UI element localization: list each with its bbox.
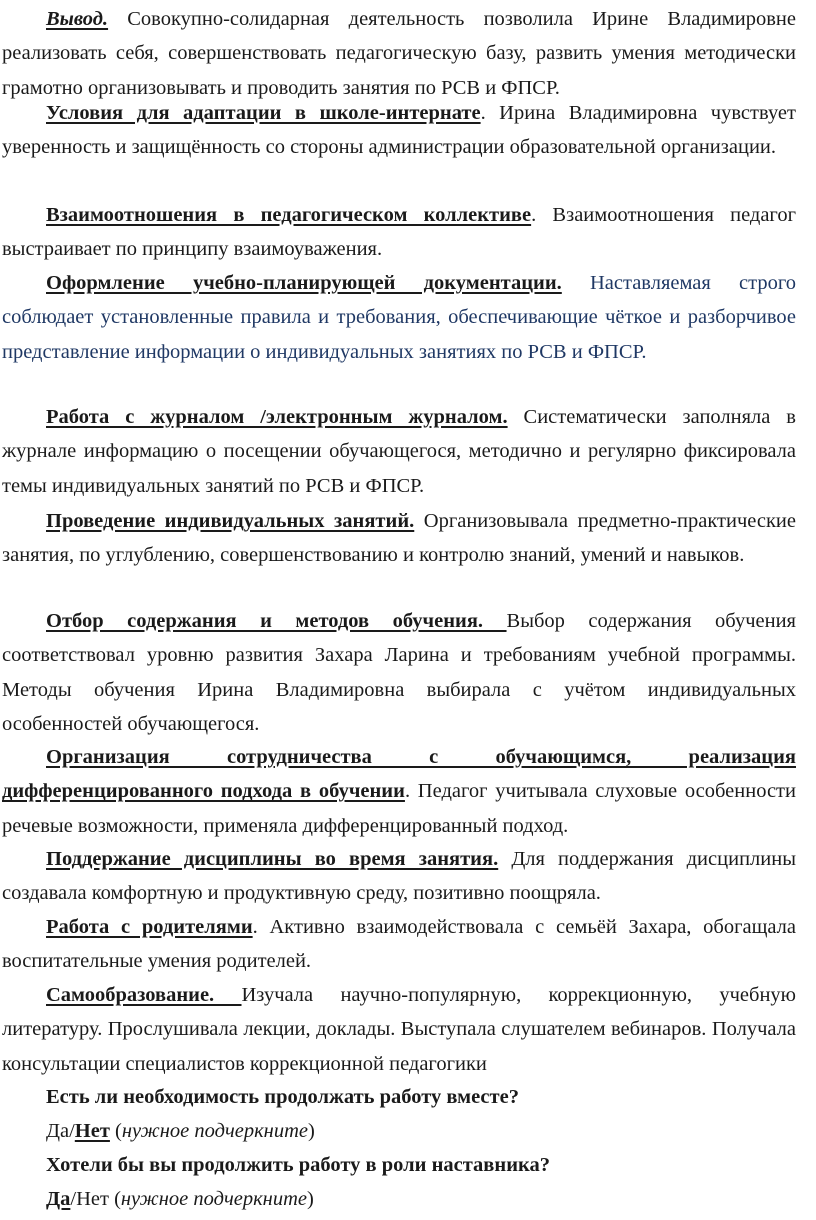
answer-slash: / bbox=[70, 1188, 77, 1210]
section-heading: Работа с родителями bbox=[46, 916, 253, 938]
section-heading: Проведение индивидуальных занятий. bbox=[46, 510, 415, 532]
section-heading: Самообразование. bbox=[46, 984, 242, 1006]
section-text: Изучала научно-популярную, коррекционную, учебную литературу. Прослушивала лекции, доклады. Выступала слушателем вебинаров. Получала консультации специалистов коррекционной педагогики bbox=[2, 984, 796, 1075]
conclusion-text: Совокупно-солидарная деятельность позволила Ирине Владимировне реализовать себя, совершенствовать педагогическую базу, развить умения методически грамотно организовывать и проводить занятия по РСВ и ФПСР. bbox=[2, 8, 796, 99]
answer-hint: нужное подчеркните bbox=[121, 1120, 308, 1142]
answer-yes[interactable]: Да bbox=[46, 1120, 70, 1142]
section-heading: Работа с журналом /электронным журналом. bbox=[46, 406, 508, 428]
section-self-education bbox=[2, 978, 796, 1081]
section-text: Выбор содержания обучения соответствовал уровню развития Захара Ларина и требованиям учебной программы. Методы обучения Ирина Владимировна выбирала с учётом индивидуальных особенностей обучающегося. bbox=[2, 610, 796, 735]
question-continue: Есть ли необходимость продолжать работу вместе? bbox=[46, 1086, 519, 1108]
section-heading: Поддержание дисциплины во время занятия. bbox=[46, 848, 499, 870]
answer-no[interactable]: Нет bbox=[76, 1188, 109, 1210]
answer-mentor: Да/Нет (нужное подчеркните) bbox=[46, 1188, 314, 1210]
section-heading: Условия для адаптации в школе-интернате bbox=[46, 102, 481, 124]
section-methods bbox=[2, 604, 796, 741]
section-discipline bbox=[2, 842, 796, 911]
section-relations bbox=[2, 198, 796, 267]
section-lessons bbox=[2, 504, 796, 573]
conclusion-paragraph bbox=[2, 2, 796, 105]
answer-slash: / bbox=[69, 1120, 75, 1142]
section-cooperation bbox=[2, 740, 796, 843]
question-mentor: Хотели бы вы продолжить работу в роли наставника? bbox=[46, 1154, 551, 1176]
section-separator: . bbox=[480, 102, 486, 124]
section-text: Систематически заполняла в журнале информацию о посещении обучающегося, методично и регулярно фиксировала темы индивидуальных занятий по РСВ и ФПСР. bbox=[2, 406, 796, 497]
section-text: Взаимоотношения педагог выстраивает по принципу взаимоуважения. bbox=[2, 204, 796, 261]
section-text: Активно взаимодействовала с семьёй Захара, обогащала воспитательные умения родителей. bbox=[2, 916, 796, 973]
answer-continue: Да/Нет (нужное подчеркните) bbox=[46, 1120, 315, 1142]
section-text: Организовывала предметно-практические занятия, по углублению, совершенствованию и контролю знаний, умений и навыков. bbox=[2, 510, 797, 567]
section-separator: . bbox=[252, 916, 258, 938]
section-text: Для поддержания дисциплины создавала комфортную и продуктивную среду, позитивно поощряла. bbox=[2, 848, 796, 905]
section-separator: . bbox=[531, 204, 537, 226]
section-text: Наставляемая строго соблюдает установленные правила и требования, обеспечивающие чёткое и разборчивое представление информации о индивидуальных занятиях по РСВ и ФПСР. bbox=[2, 272, 796, 363]
answer-yes-selected[interactable]: Да bbox=[46, 1188, 71, 1210]
section-documentation bbox=[2, 266, 796, 369]
section-heading: Организация сотрудничества с обучающимся, реализация дифференцированного подхода в обучении bbox=[2, 746, 796, 803]
answer-no-selected[interactable]: Нет bbox=[74, 1120, 110, 1142]
section-heading: Взаимоотношения в педагогическом коллективе bbox=[46, 204, 532, 226]
section-heading: Оформление учебно-планирующей документации. bbox=[46, 272, 562, 294]
section-separator: . bbox=[404, 780, 411, 803]
section-parents bbox=[2, 910, 796, 979]
section-text: Педагог учитывала слуховые особенности речевые возможности, применяла дифференцированный подход. bbox=[2, 780, 796, 837]
conclusion-label: Вывод. bbox=[46, 8, 109, 30]
answer-hint: нужное подчеркните bbox=[120, 1188, 308, 1210]
section-heading: Отбор содержания и методов обучения. bbox=[46, 610, 507, 632]
section-adaptation bbox=[2, 96, 796, 165]
section-text: Ирина Владимировна чувствует уверенность и защищённость со стороны администрации образовательной организации. bbox=[2, 102, 796, 159]
section-journal bbox=[2, 400, 796, 503]
